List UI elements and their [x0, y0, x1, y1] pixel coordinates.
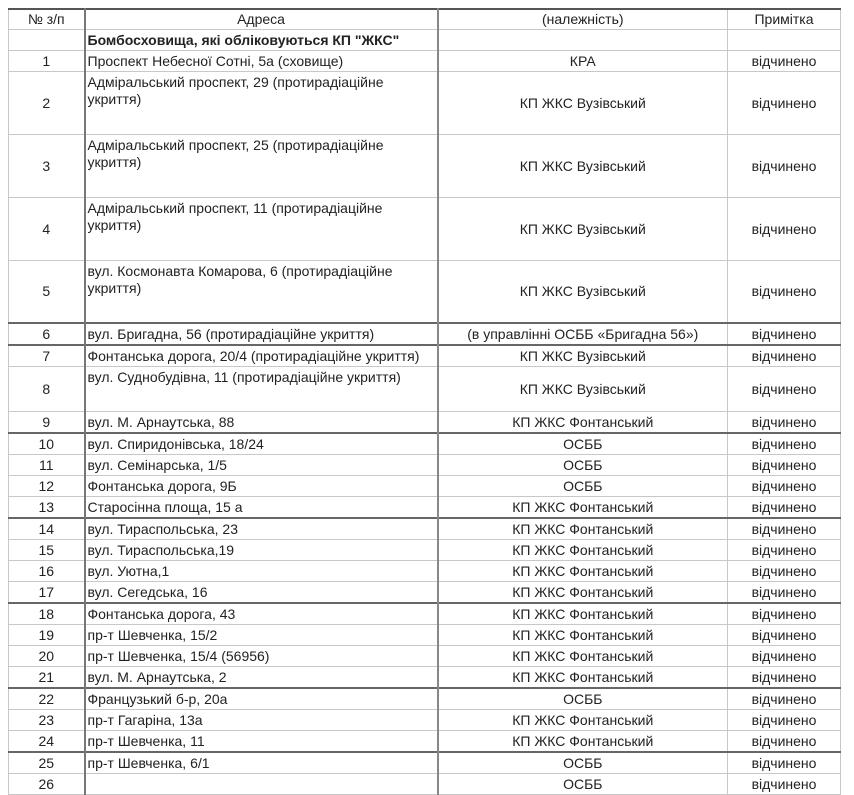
row-address: вул. Космонавта Комарова, 6 (протирадіаційне укриття)	[85, 261, 438, 324]
row-note: відчинено	[728, 345, 841, 367]
row-number: 2	[9, 72, 85, 135]
row-number: 4	[9, 198, 85, 261]
row-number: 20	[9, 646, 85, 667]
row-address: вул. Тираспольська, 23	[85, 518, 438, 540]
row-owner: КРА	[438, 51, 728, 72]
row-number: 11	[9, 455, 85, 476]
table-row	[9, 646, 841, 667]
table-row	[9, 625, 841, 646]
row-owner: КП ЖКС Вузівський	[438, 345, 728, 367]
row-owner: КП ЖКС Фонтанський	[438, 731, 728, 753]
row-note: відчинено	[728, 455, 841, 476]
row-owner: КП ЖКС Вузівський	[438, 367, 728, 412]
row-address: вул. Семінарська, 1/5	[85, 455, 438, 476]
row-address: Фонтанська дорога, 20/4 (протирадіаційне укриття)	[85, 345, 438, 367]
section-row	[9, 30, 841, 51]
row-owner: КП ЖКС Вузівський	[438, 135, 728, 198]
row-address: Адміральський проспект, 11 (протирадіаційне укриття)	[85, 198, 438, 261]
row-owner: ОСББ	[438, 752, 728, 774]
row-note: відчинено	[728, 667, 841, 689]
table-row	[9, 72, 841, 135]
row-note: відчинено	[728, 367, 841, 412]
row-address: пр-т Шевченка, 11	[85, 731, 438, 753]
row-number: 16	[9, 561, 85, 582]
row-address: Фонтанська дорога, 43	[85, 603, 438, 625]
row-owner: КП ЖКС Фонтанський	[438, 603, 728, 625]
row-note: відчинено	[728, 518, 841, 540]
row-note: відчинено	[728, 476, 841, 497]
row-number: 24	[9, 731, 85, 753]
row-number: 26	[9, 774, 85, 795]
row-address: вул. Суднобудівна, 11 (протирадіаційне укриття)	[85, 367, 438, 412]
row-address: Старосінна площа, 15 а	[85, 497, 438, 519]
row-note: відчинено	[728, 710, 841, 731]
table-row	[9, 367, 841, 412]
row-owner: КП ЖКС Фонтанський	[438, 582, 728, 604]
row-number: 21	[9, 667, 85, 689]
table-row	[9, 752, 841, 774]
row-owner: КП ЖКС Фонтанський	[438, 518, 728, 540]
row-address: Проспект Небесної Сотні, 5а (сховище)	[85, 51, 438, 72]
table-row	[9, 455, 841, 476]
row-number: 10	[9, 433, 85, 455]
row-address: вул. М. Арнаутська, 88	[85, 412, 438, 434]
table-row	[9, 561, 841, 582]
table-row	[9, 731, 841, 753]
row-number: 14	[9, 518, 85, 540]
table-row	[9, 135, 841, 198]
row-note: відчинено	[728, 497, 841, 519]
row-address: пр-т Шевченка, 15/4 (56956)	[85, 646, 438, 667]
row-note: відчинено	[728, 261, 841, 324]
row-address: вул. М. Арнаутська, 2	[85, 667, 438, 689]
row-address: вул. Тираспольська,19	[85, 540, 438, 561]
header-owner: (належність)	[438, 9, 728, 30]
row-note: відчинено	[728, 135, 841, 198]
row-number: 17	[9, 582, 85, 604]
table-row	[9, 603, 841, 625]
row-number: 22	[9, 688, 85, 710]
row-note: відчинено	[728, 646, 841, 667]
header-note: Примітка	[728, 9, 841, 30]
row-owner: КП ЖКС Вузівський	[438, 72, 728, 135]
row-address: Адміральський проспект, 29 (протирадіаційне укриття)	[85, 72, 438, 135]
row-address: пр-т Шевченка, 15/2	[85, 625, 438, 646]
table-row	[9, 345, 841, 367]
table-row	[9, 582, 841, 604]
header-address: Адреса	[85, 9, 438, 30]
row-number: 18	[9, 603, 85, 625]
row-owner: ОСББ	[438, 433, 728, 455]
row-address: пр-т Гагаріна, 13а	[85, 710, 438, 731]
table-row	[9, 667, 841, 689]
row-owner: ОСББ	[438, 476, 728, 497]
row-owner: ОСББ	[438, 688, 728, 710]
table-row	[9, 261, 841, 324]
row-note: відчинено	[728, 752, 841, 774]
row-owner: КП ЖКС Фонтанський	[438, 625, 728, 646]
table-header-row	[9, 9, 841, 30]
row-note: відчинено	[728, 774, 841, 795]
row-number: 6	[9, 323, 85, 345]
row-address: вул. Бригадна, 56 (протирадіаційне укриття)	[85, 323, 438, 345]
row-note: відчинено	[728, 731, 841, 753]
table-row	[9, 540, 841, 561]
row-note: відчинено	[728, 603, 841, 625]
row-owner: КП ЖКС Фонтанський	[438, 667, 728, 689]
row-owner: КП ЖКС Фонтанський	[438, 646, 728, 667]
row-note: відчинено	[728, 625, 841, 646]
row-address: вул. Сегедська, 16	[85, 582, 438, 604]
table-row	[9, 51, 841, 72]
row-note: відчинено	[728, 582, 841, 604]
shelters-table	[8, 8, 841, 795]
row-owner: ОСББ	[438, 455, 728, 476]
row-note: відчинено	[728, 72, 841, 135]
section-title: Бомбосховища, які обліковуються КП "ЖКС"	[87, 31, 400, 48]
row-note: відчинено	[728, 561, 841, 582]
table-row	[9, 710, 841, 731]
row-address: Фонтанська дорога, 9Б	[85, 476, 438, 497]
row-number: 15	[9, 540, 85, 561]
table-row	[9, 323, 841, 345]
row-number: 25	[9, 752, 85, 774]
row-number: 12	[9, 476, 85, 497]
table-row	[9, 476, 841, 497]
row-owner: КП ЖКС Фонтанський	[438, 540, 728, 561]
row-number: 7	[9, 345, 85, 367]
table-row	[9, 497, 841, 519]
row-owner: КП ЖКС Вузівський	[438, 261, 728, 324]
table-row	[9, 198, 841, 261]
row-address: вул. Спиридонівська, 18/24	[85, 433, 438, 455]
header-num: № з/п	[9, 9, 85, 30]
row-note: відчинено	[728, 323, 841, 345]
row-number: 13	[9, 497, 85, 519]
row-owner: ОСББ	[438, 774, 728, 795]
row-note: відчинено	[728, 540, 841, 561]
row-address	[85, 774, 438, 795]
row-owner: КП ЖКС Вузівський	[438, 198, 728, 261]
row-owner: КП ЖКС Фонтанський	[438, 412, 728, 434]
table-row	[9, 412, 841, 434]
row-note: відчинено	[728, 688, 841, 710]
table-row	[9, 433, 841, 455]
table-row	[9, 518, 841, 540]
row-address: пр-т Шевченка, 6/1	[85, 752, 438, 774]
row-number: 8	[9, 367, 85, 412]
row-owner: КП ЖКС Фонтанський	[438, 561, 728, 582]
table-row	[9, 774, 841, 795]
row-note: відчинено	[728, 198, 841, 261]
row-note: відчинено	[728, 412, 841, 434]
row-address: Французький б-р, 20а	[85, 688, 438, 710]
row-address: Адміральський проспект, 25 (протирадіаційне укриття)	[85, 135, 438, 198]
table-row	[9, 688, 841, 710]
row-number: 5	[9, 261, 85, 324]
row-owner: (в управлінні ОСББ «Бригадна 56»)	[438, 323, 728, 345]
row-owner: КП ЖКС Фонтанський	[438, 497, 728, 519]
row-note: відчинено	[728, 51, 841, 72]
row-number: 9	[9, 412, 85, 434]
row-number: 1	[9, 51, 85, 72]
row-number: 3	[9, 135, 85, 198]
row-note: відчинено	[728, 433, 841, 455]
row-number: 19	[9, 625, 85, 646]
row-owner: КП ЖКС Фонтанський	[438, 710, 728, 731]
row-number: 23	[9, 710, 85, 731]
row-address: вул. Уютна,1	[85, 561, 438, 582]
